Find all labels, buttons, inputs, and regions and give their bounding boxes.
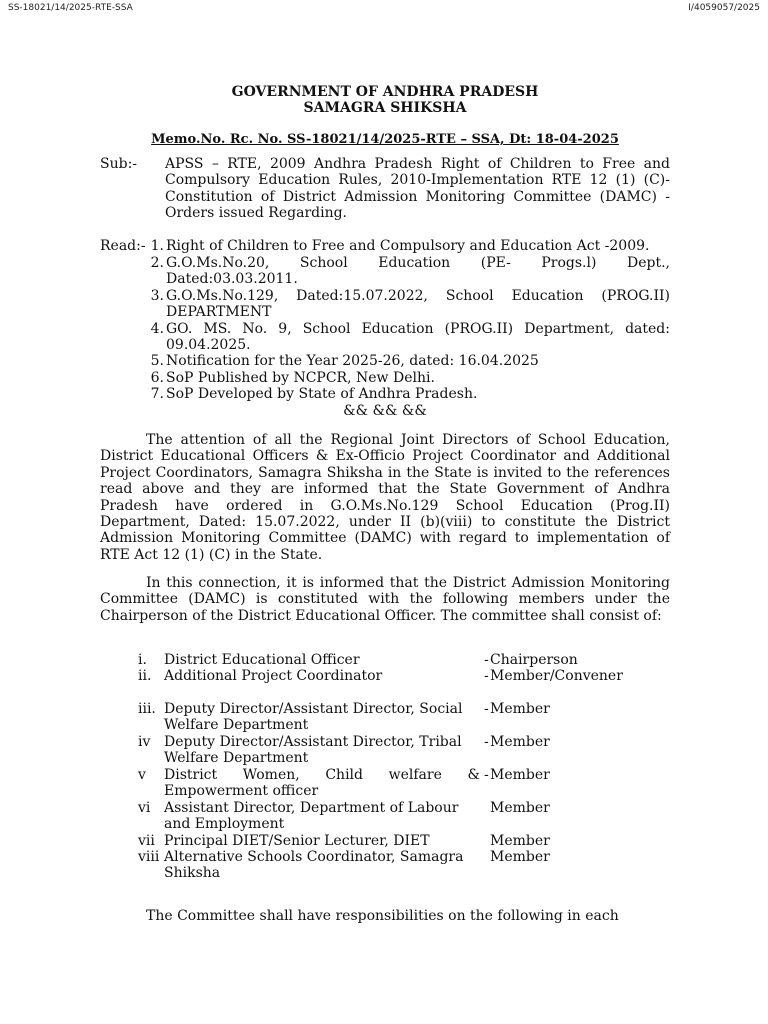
reference-text: Right of Children to Free and Compulsory and Education Act -2009. [166, 238, 650, 254]
member-dash: - [484, 668, 489, 684]
member-name: Principal DIET/Senior Lecturer, DIET [164, 833, 430, 849]
member-number: vi [138, 800, 151, 816]
member-number: ii. [138, 668, 152, 684]
member-role: Member [490, 734, 550, 750]
member-number: iii. [138, 701, 156, 717]
reference-number: 5. [150, 353, 164, 369]
file-reference-left: SS-18021/14/2025-RTE-SSA [8, 3, 133, 13]
department-title: SAMAGRA SHIKSHA [303, 100, 467, 116]
body-paragraph: The attention of all the Regional Joint Directors of School Education, District Educational Officers & Ex-Officio Project Coordinator and Additional Project Coordinators, Samagra Shiksha in the State is invited to the references read above and they are informed that the State Government of Andhra Pradesh have ordered in G.O.Ms.No.129 School Education (Prog.II) Department, Dated: 15.07.2022, under II (b)(viii) to constitute the District Admission Monitoring Committee (DAMC) with regard to implementation of RTE Act 12 (1) (C) in the State. [100, 432, 670, 563]
reference-text: SoP Developed by State of Andhra Pradesh. [166, 386, 478, 402]
member-dash: - [484, 701, 489, 717]
member-number: v [138, 767, 146, 783]
subject-text: APSS – RTE, 2009 Andhra Pradesh Right of Children to Free and Compulsory Education Rules, 2010-Implementation RTE 12 (1) (C)- Constitution of District Admission Monitoring Committee (DAMC) - Orders issued Regarding. [165, 156, 670, 222]
member-name: Deputy Director/Assistant Director, Social Welfare Department [164, 701, 463, 734]
member-role: Member [490, 849, 550, 865]
reference-number: 4. [150, 321, 164, 337]
reference-text: Notification for the Year 2025-26, dated: 16.04.2025 [166, 353, 539, 369]
member-role: Chairperson [490, 652, 578, 668]
reference-item [148, 288, 670, 321]
member-role: Member/Convener [490, 668, 623, 684]
member-name: District Educational Officer [164, 652, 360, 668]
reference-number: 2. [150, 255, 164, 271]
body-paragraph-continued: The Committee shall have responsibilities on the following in each [146, 908, 619, 924]
member-name: Alternative Schools Coordinator, Samagra Shiksha [164, 849, 464, 882]
reference-text: SoP Published by NCPCR, New Delhi. [166, 370, 435, 386]
reference-number: 3. [150, 288, 164, 304]
member-name: Assistant Director, Department of Labour and Employment [164, 800, 459, 833]
member-role: Member [490, 800, 550, 816]
member-dash: - [484, 734, 489, 750]
member-role: Member [490, 833, 550, 849]
read-label: Read:- [100, 238, 146, 254]
member-name: District Women, Child welfare & Empowerment officer [164, 767, 480, 800]
member-number: vii [138, 833, 155, 849]
reference-number: 7. [150, 386, 164, 402]
reference-number: 1. [150, 238, 164, 254]
subject-label: Sub:- [100, 156, 138, 172]
member-role: Member [490, 767, 550, 783]
reference-item [148, 386, 670, 402]
section-separator: && && && [343, 403, 427, 419]
reference-text: G.O.Ms.No.20, School Education (PE- Progs.l) Dept., Dated:03.03.2011. [166, 255, 670, 288]
reference-text: G.O.Ms.No.129, Dated:15.07.2022, School Education (PROG.II) DEPARTMENT [166, 288, 670, 321]
reference-item [148, 238, 670, 254]
reference-item [148, 321, 670, 354]
member-role: Member [490, 701, 550, 717]
member-name: Additional Project Coordinator [164, 668, 383, 684]
member-dash: - [484, 652, 489, 668]
reference-item [148, 370, 670, 386]
reference-item [148, 353, 670, 369]
member-name: Deputy Director/Assistant Director, Tribal Welfare Department [164, 734, 462, 767]
member-number: i. [138, 652, 147, 668]
body-paragraph: In this connection, it is informed that the District Admission Monitoring Committee (DAMC) is constituted with the following members under the Chairperson of the District Educational Officer. The committee shall consist of: [100, 575, 670, 624]
reference-text: GO. MS. No. 9, School Education (PROG.II) Department, dated: 09.04.2025. [166, 321, 670, 354]
member-number: iv [138, 734, 151, 750]
file-reference-right: I/4059057/2025 [688, 3, 760, 13]
reference-number: 6. [150, 370, 164, 386]
member-dash: - [484, 767, 489, 783]
government-title: GOVERNMENT OF ANDHRA PRADESH [231, 84, 539, 100]
member-number: viii [138, 849, 160, 865]
reference-item [148, 255, 670, 288]
memo-number: Memo.No. Rc. No. SS-18021/14/2025-RTE – SSA, Dt: 18-04-2025 [151, 132, 619, 147]
